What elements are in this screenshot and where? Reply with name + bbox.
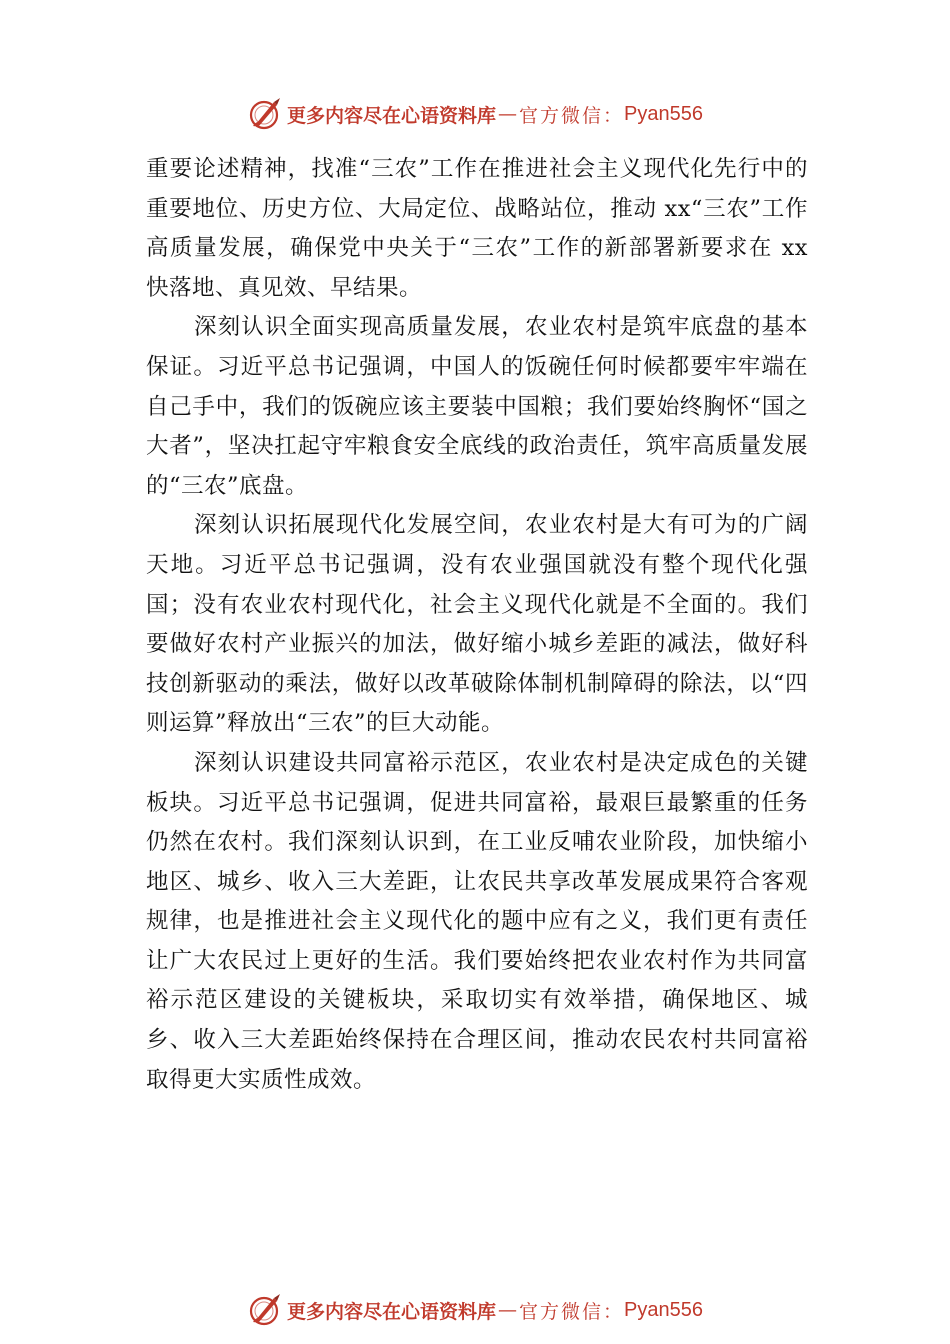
quill-seal-icon: [247, 1292, 283, 1328]
paragraph-continuation: 重要论述精神，找准“三农”工作在推进社会主义现代化先行中的重要地位、历史方位、大局定位、战略站位，推动 xx“三农”工作高质量发展，确保党中央关于“三农”工作的新部署新要求在 xx 快落地、真见效、早结果。: [146, 156, 808, 301]
watermark-site-text: 更多内容尽在心语资料库: [287, 104, 497, 127]
watermark-wechat-id: Pyan556: [624, 102, 703, 125]
footer-watermark: [0, 1288, 950, 1332]
watermark-dash: —: [498, 1299, 518, 1321]
watermark-wechat-id: Pyan556: [624, 1298, 703, 1321]
document-body: [146, 150, 808, 1100]
quill-seal-icon: [247, 96, 283, 132]
header-watermark: [0, 92, 950, 136]
paragraph-modernization-space: 深刻认识拓展现代化发展空间，农业农村是大有可为的广阔天地。习近平总书记强调，没有农业强国就没有整个现代化强国；没有农业农村现代化，社会主义现代化就是不全面的。我们要做好农村产业振兴的加法，做好缩小城乡差距的减法，做好科技创新驱动的乘法，做好以改革破除体制机制障碍的除法，以“四则运算”释放出“三农”的巨大动能。: [146, 512, 808, 737]
paragraph-common-prosperity: 深刻认识建设共同富裕示范区，农业农村是决定成色的关键板块。习近平总书记强调，促进共同富裕，最艰巨最繁重的任务仍然在农村。我们深刻认识到，在工业反哺农业阶段，加快缩小地区、城乡、收入三大差距，让农民共享改革发展成果符合客观规律，也是推进社会主义现代化的题中应有之义，我们更有责任让广大农民过上更好的生活。我们要始终把农业农村作为共同富裕示范区建设的关键板块，采取切实有效举措，确保地区、城乡、收入三大差距始终保持在合理区间，推动农民农村共同富裕取得更大实质性成效。: [146, 749, 808, 1093]
watermark-site-text: 更多内容尽在心语资料库: [287, 1300, 497, 1323]
paragraph-high-quality-development: 深刻认识全面实现高质量发展，农业农村是筑牢底盘的基本保证。习近平总书记强调，中国人的饭碗任何时候都要牢牢端在自己手中，我们的饭碗应该主要装中国粮；我们要始终胸怀“国之大者”，坚决扛起守牢粮食安全底线的政治责任，筑牢高质量发展的“三农”底盘。: [146, 314, 808, 499]
watermark-wechat-label: 官方微信：: [519, 1300, 625, 1323]
watermark-dash: —: [498, 103, 518, 125]
watermark-wechat-label: 官方微信：: [519, 104, 625, 127]
